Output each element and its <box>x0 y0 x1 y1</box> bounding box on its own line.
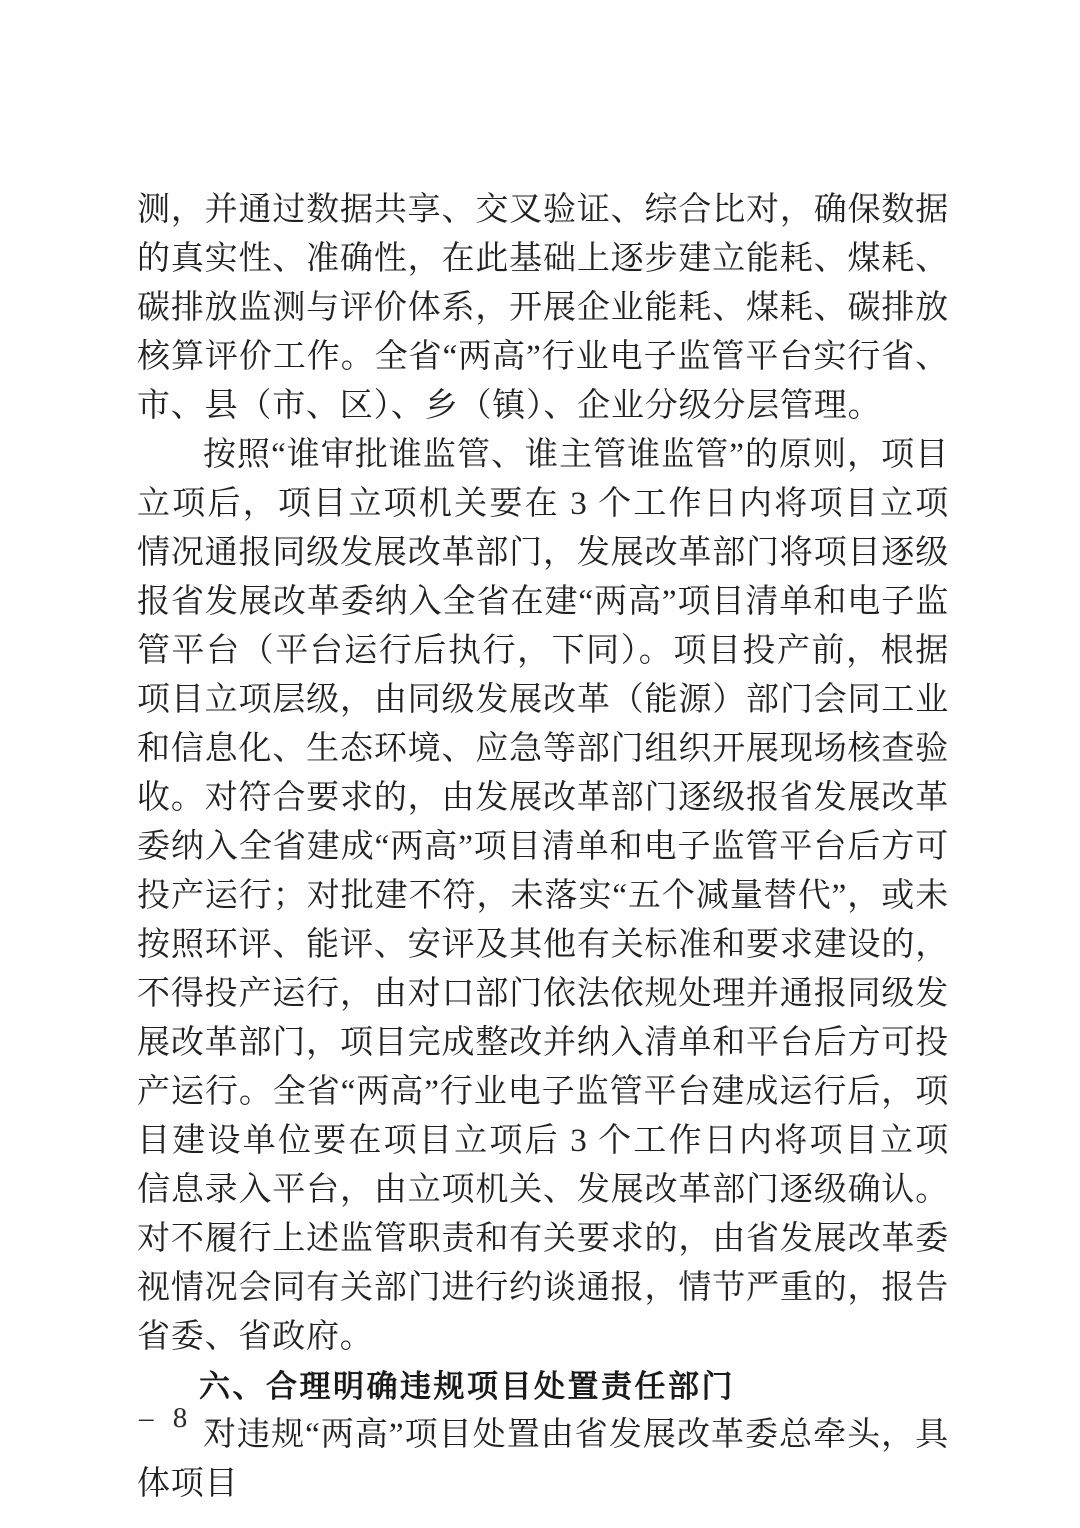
section-heading-six: 六、合理明确违规项目处置责任部门 <box>199 1369 735 1404</box>
paragraph-monitoring-continued: 测，并通过数据共享、交叉验证、综合比对，确保数据的真实性、准确性，在此基础上逐步建立能耗、煤耗、碳排放监测与评价体系，开展企业能耗、煤耗、碳排放核算评价工作。全省“两高”行业电子监管平台实行省、市、县（市、区）、乡（镇）、企业分级分层管理。 <box>137 192 949 424</box>
paragraph-supervision-procedure: 按照“谁审批谁监管、谁主管谁监管”的原则，项目立项后，项目立项机关要在 3 个工作日内将项目立项情况通报同级发展改革部门，发展改革部门将项目逐级报省发展改革委纳入全省在建“两高”项目清单和电子监管平台（平台运行后执行，下同）。项目投产前，根据项目立项层级，由同级发展改革（能源）部门会同工业和信息化、生态环境、应急等部门组织开展现场核查验收。对符合要求的，由发展改革部门逐级报省发展改革委纳入全省建成“两高”项目清单和电子监管平台后方可投产运行；对批建不符，未落实“五个减量替代”，或未按照环评、能评、安评及其他有关标准和要求建设的，不得投产运行，由对口部门依法依规处理并通报同级发展改革部门，项目完成整改并纳入清单和平台后方可投产运行。全省“两高”行业电子监管平台建成运行后，项目建设单位要在项目立项后 3 个工作日内将项目立项信息录入平台，由立项机关、发展改革部门逐级确认。对不履行上述监管职责和有关要求的，由省发展改革委视情况会同有关部门进行约谈通报，情节严重的，报告省委、省政府。 <box>137 437 949 1355</box>
document-body <box>137 186 949 1509</box>
paragraph-violation-handling: 对违规“两高”项目处置由省发展改革委总牵头，具体项目 <box>137 1417 949 1502</box>
page-number: – 8 – <box>139 1402 227 1434</box>
